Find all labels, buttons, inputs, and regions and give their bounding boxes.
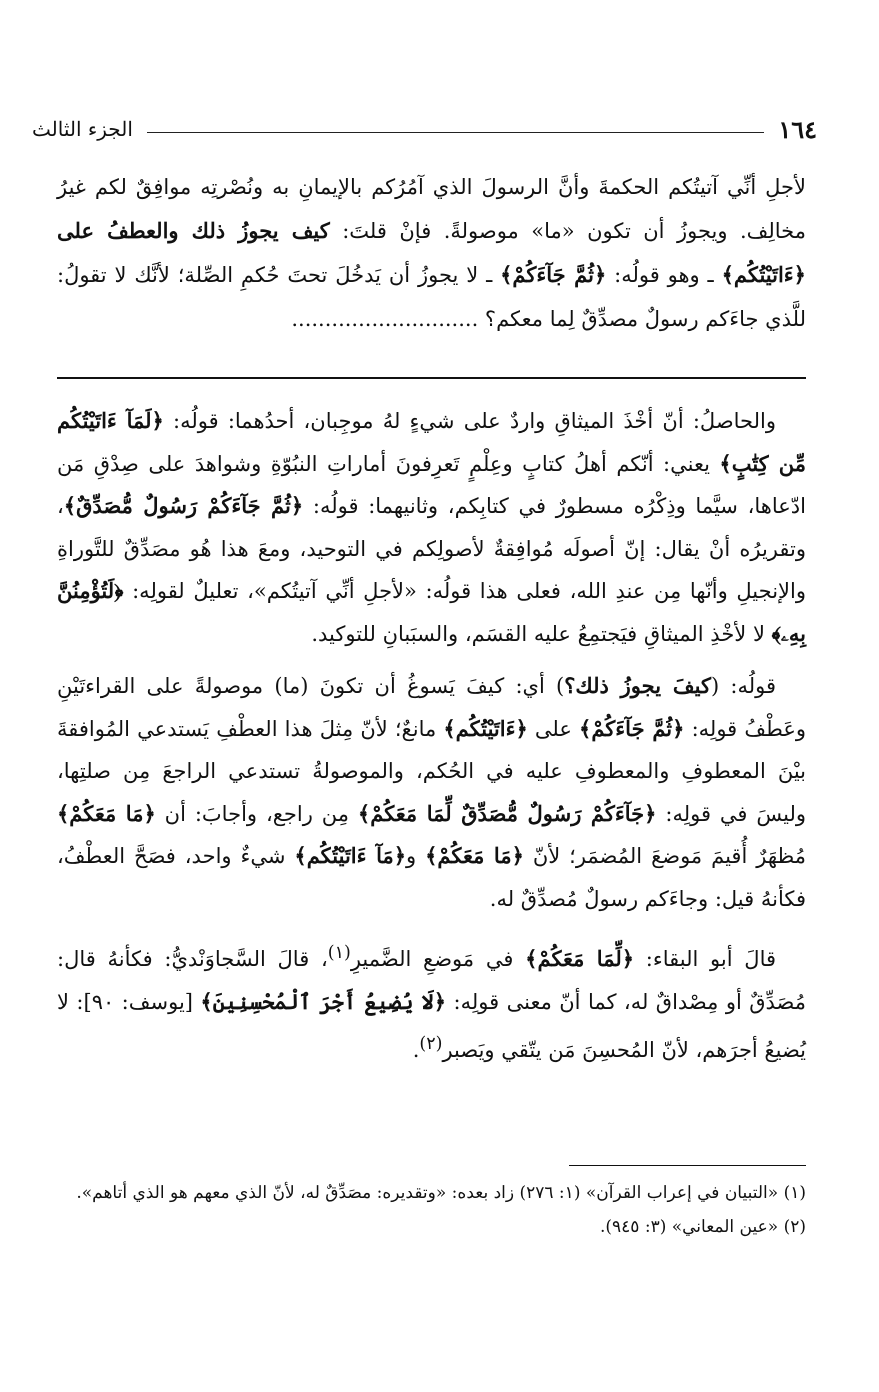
main-text-block <box>57 165 806 341</box>
text-run: [يوسف: ٩٠]: لا يُضيعُ أجرَهم، لأنّ المُحسِنَ مَن يتّقي ويَصبر <box>57 989 806 1062</box>
text-run: مِن راجع، وأجابَ: أن <box>155 801 358 826</box>
text-run: ، وتقريرُه أنْ يقال: إنّ أصولَه مُوافِقةٌ لأصولِكم في التوحيد، ومعَ هذا هُو مصَدِّقٌ للتَّوراةِ والإنجيلِ وأنّها مِن عندِ الله، فعلى هذا قولُه: «لأجلِ أنِّي آتيتُكم»، تعليلٌ لقولِه: <box>57 494 806 603</box>
quran-citation: ﴿لَتُؤْمِنُنَّ بِهِۦ﴾ <box>57 578 806 646</box>
text-run: ) أي: كيفَ يَسوغُ أن تكونَ (ما) موصولةً على القراءتَيْنِ وعَطْفُ قولِه: <box>57 674 806 741</box>
quran-citation: ﴿ثُمَّ جَآءَكُمْ رَسُولٌ مُّصَدِّقٌ﴾ <box>63 493 304 518</box>
main-question-bold: كيف يجوزُ ذلك والعطفُ على <box>57 218 330 243</box>
quoted-question-bold: كيفَ يجوزُ ذلك؟ <box>564 673 711 698</box>
text-run: على <box>527 716 580 741</box>
commentary-block <box>57 400 806 1084</box>
quran-citation: ﴿ثُمَّ جَآءَكُمْ﴾ <box>579 715 685 741</box>
section-divider <box>57 377 806 379</box>
footnote-marker[interactable]: (٢) <box>419 1034 443 1054</box>
quran-citation: ﴿جَآءَكُمْ رَسُولٌ مُّصَدِّقٌ لِّمَا مَعَكُمْ﴾ <box>357 800 657 826</box>
text-run: ، قالَ السَّجاوَنْديُّ: فكأنهُ قال: مُصَدِّقٌ أو مِصْداقٌ له، كما أنّ معنى قولِه: <box>57 947 807 1014</box>
main-text-seg2: ـ وهو قولُه: <box>606 263 722 287</box>
commentary-paragraph-1 <box>57 400 806 655</box>
text-run: لا لأخْذِ الميثاقِ فيَجتمِعُ عليه القسَم، والسبَبانِ للتوكيد. <box>311 621 772 646</box>
main-text-seg3: ـ لا يجوزُ أن يَدخُلَ تحتَ حُكمِ الصِّلة؛ لأنَّك لا تقولُ: للَّذي جاءَكم رسولٌ مصدِّقٌ لِما معكم؟ ............................ <box>57 263 806 331</box>
quran-citation: ﴿مَا مَعَكُمْ﴾ <box>57 800 156 826</box>
quran-citation: ﴿مَا مَعَكُمْ﴾ <box>425 843 524 868</box>
quran-citation: ﴿مَآ ءَاتَيْتُكُم﴾ <box>294 843 407 868</box>
text-run: و <box>406 844 426 868</box>
footnote-2: (٢) «عين المعاني» (٣: ٩٤٥). <box>599 1217 806 1237</box>
quran-citation: ﴿لَا يُضِيعُ أَجْرَ ٱلْمُحْسِنِينَ﴾ <box>200 988 447 1014</box>
commentary-paragraph-3 <box>57 932 806 1072</box>
running-header <box>32 112 817 146</box>
footnotes <box>57 1176 806 1244</box>
main-paragraph <box>57 165 806 341</box>
footnote-marker[interactable]: (١) <box>327 943 351 963</box>
main-text-seg1: لأجلِ أنِّي آتيتُكم الحكمةَ وأنَّ الرسولَ الذي آمُرُكم بالإيمانِ به ونُصْرتِه موافِقٌ لكم غيرُ مخالِف. ويجوزُ أن تكون «ما» موصولةً. فإنْ قلتَ: <box>57 175 806 243</box>
running-title: الجزء الثالث <box>32 117 133 141</box>
text-run: قولُه: ( <box>710 674 776 698</box>
text-run: يعني: أنّكم أهلُ كتابٍ وعِلْمٍ تَعرِفونَ أماراتِ النبُوّةِ وشواهدَ على صِدْقِ مَن ادّعاها، سيَّما وذِكْرُه مسطورٌ في كتابِكم، وثانيهما: قولُه: <box>57 451 806 518</box>
header-rule <box>147 132 764 133</box>
text-run: قالَ أبو البقاء: <box>634 947 777 971</box>
footnote-1: (١) «التبيان في إعراب القرآن» (١: ٢٧٦) زاد بعده: «وتقديره: مصَدِّقٌ له، لأنّ الذي معهم هو الذي أتاهم». <box>76 1183 806 1203</box>
quran-citation: ﴿ثُمَّ جَآءَكُمْ﴾ <box>500 262 607 287</box>
page-number: ١٦٤ <box>778 114 817 144</box>
quran-citation: ﴿ءَاتَيْتُكُم﴾ <box>443 715 528 741</box>
text-run: مُظهَرٌ أُقيمَ مَوضعَ المُضمَر؛ لأنّ <box>523 844 806 868</box>
text-run: . <box>412 1038 420 1062</box>
text-run: مانعٌ؛ لأنّ مِثلَ هذا العطْفِ يَستدعي المُوافقةَ بيْنَ المعطوفِ والمعطوفِ عليه في الحُكم، والموصولةُ تستدعي الراجعَ مِن صلتِها، وليسَ في قولِه: <box>57 716 806 826</box>
quran-citation: ﴿لِّمَا مَعَكُمْ﴾ <box>525 946 635 971</box>
text-run: في مَوضعِ الضَّميرِ <box>350 947 526 971</box>
text-run: شيءٌ واحد، فصَحَّ العطْفُ، فكأنهُ قيل: وجاءَكم رسولٌ مُصدِّقٌ له. <box>57 844 806 911</box>
text-run: والحاصلُ: أنّ أخْذَ الميثاقِ واردٌ على شيءٍ لهُ موجِبان، أحدُهما: قولُه: <box>163 409 776 433</box>
footnote-rule <box>569 1165 806 1166</box>
quran-citation: ﴿لَمَآ ءَاتَيْتُكُم مِّن كِتَٰبٍ﴾ <box>57 408 807 476</box>
quran-citation: ﴿ءَاتَيْتُكُم﴾ <box>721 262 806 287</box>
commentary-paragraph-2 <box>57 665 806 920</box>
